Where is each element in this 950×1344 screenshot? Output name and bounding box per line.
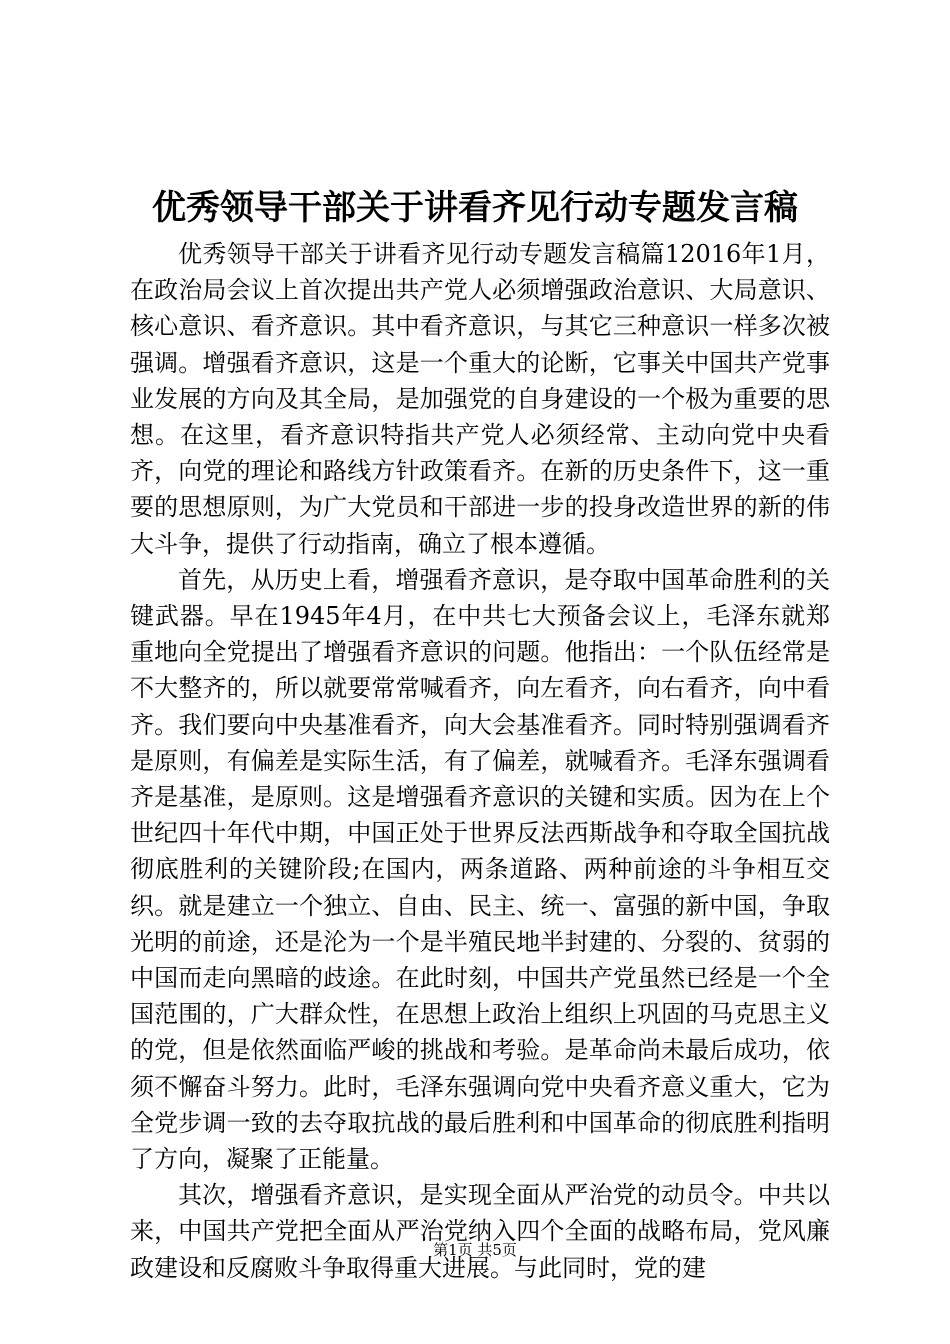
page-number: 第1页 共5页 <box>433 1241 517 1259</box>
document-title: 优秀领导干部关于讲看齐见行动专题发言稿 <box>152 188 798 228</box>
page-footer <box>0 1240 950 1260</box>
paragraph-3: 其次，增强看齐意识，是实现全面从严治党的动员令。中共以来，中国共产党把全面从严治党纳入四个全面的战略布局，党风廉政建设和反腐败斗争取得重大进展。与此同时，党的建 <box>130 1181 830 1282</box>
paragraph-1: 优秀领导干部关于讲看齐见行动专题发言稿篇12016年1月，在政治局会议上首次提出共产党人必须增强政治意识、大局意识、核心意识、看齐意识。其中看齐意识，与其它三种意识一样多次被强调。增强看齐意识，这是一个重大的论断，它事关中国共产党事业发展的方向及其全局，是加强党的自身建设的一个极为重要的思想。在这里，看齐意识特指共产党人必须经常、主动向党中央看齐，向党的理论和路线方针政策看齐。在新的历史条件下，这一重要的思想原则，为广大党员和干部进一步的投身改造世界的新的伟大斗争，提供了行动指南，确立了根本遵循。 <box>130 240 830 558</box>
paragraph-2: 首先，从历史上看，增强看齐意识，是夺取中国革命胜利的关键武器。早在1945年4月，在中共七大预备会议上，毛泽东就郑重地向全党提出了增强看齐意识的问题。他指出：一个队伍经常是不大整齐的，所以就要常常喊看齐，向左看齐，向右看齐，向中看齐。我们要向中央基准看齐，向大会基准看齐。同时特别强调看齐是原则，有偏差是实际生活，有了偏差，就喊看齐。毛泽东强调看齐是基准，是原则。这是增强看齐意识的关键和实质。因为在上个世纪四十年代中期，中国正处于世界反法西斯战争和夺取全国抗战彻底胜利的关键阶段;在国内，两条道路、两种前途的斗争相互交织。就是建立一个独立、自由、民主、统一、富强的新中国，争取光明的前途，还是沦为一个是半殖民地半封建的、分裂的、贫弱的中国而走向黑暗的歧途。在此时刻，中国共产党虽然已经是一个全国范围的，广大群众性，在思想上政治上组织上巩固的马克思主义的党，但是依然面临严峻的挑战和考验。是革命尚未最后成功，依须不懈奋斗努力。此时，毛泽东强调向党中央看齐意义重大，它为全党步调一致的去夺取抗战的最后胜利和中国革命的彻底胜利指明了方向，凝聚了正能量。 <box>130 565 830 1174</box>
document-body <box>130 236 830 1286</box>
